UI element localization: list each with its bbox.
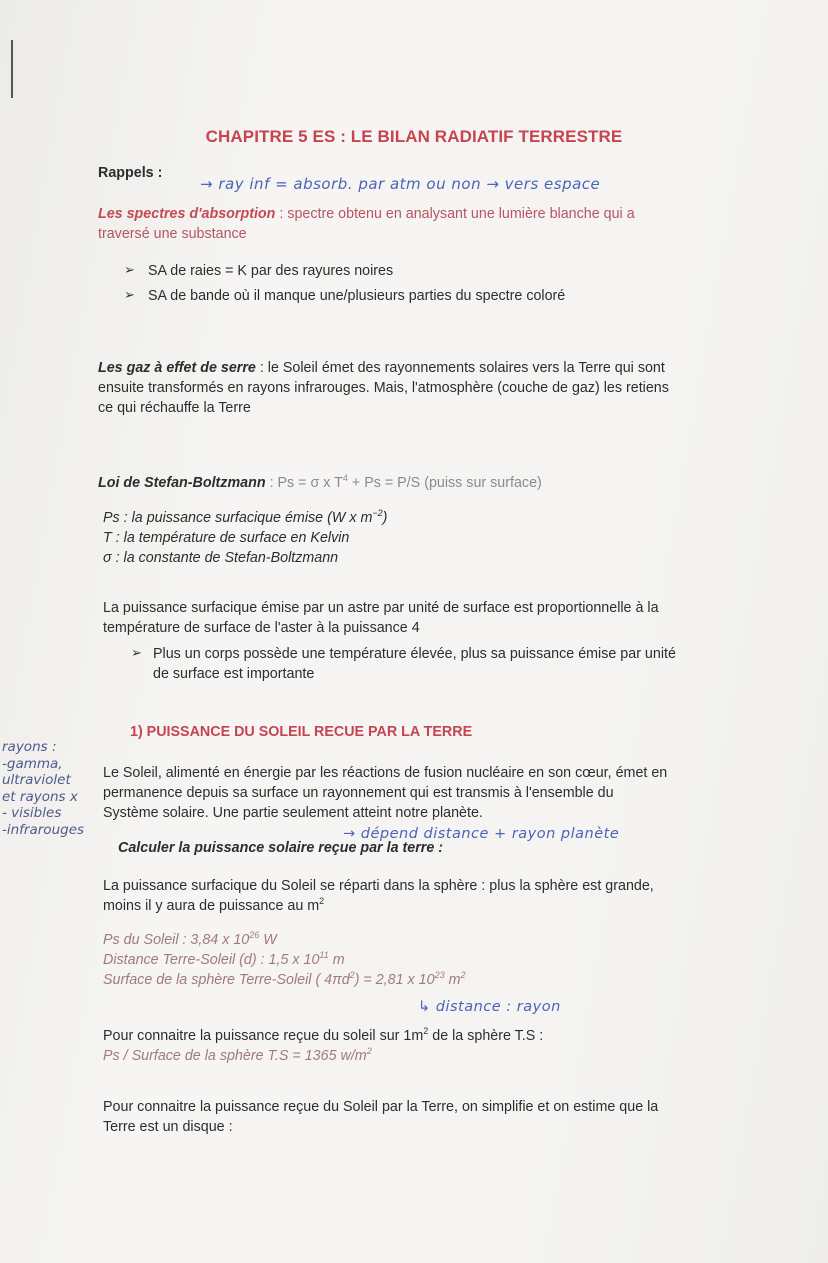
stefan-def1-exp: −2 [372,508,383,519]
ps-soleil-exp: 26 [249,930,260,941]
calc-handnote: → dépend distance + rayon planète [343,826,620,842]
pour1-line [103,1026,543,1046]
stefan-formula-exp: 4 [342,473,348,484]
stefan-def1-end: ) [382,510,388,526]
stefan-formula-suffix: + Ps = P/S (puiss sur surface) [347,475,542,491]
stefan-formula-prefix: : Ps = σ x T [265,475,343,491]
surface-exp2: 23 [434,970,445,981]
rappels-handnote: → ray inf = absorb. par atm ou non → vers espace [200,175,601,193]
data-values [103,930,466,990]
soleil-line1: Le Soleil, alimenté en énergie par les réactions de fusion nucléaire en son cœur, émet en [103,765,668,781]
section-heading: 1) PUISSANCE DU SOLEIL RECUE PAR LA TERRE [130,724,473,740]
distance-handnote: ↳ distance : rayon [418,999,561,1015]
margin-note: ultraviolet [2,772,71,788]
pour1-a: Pour connaitre la puissance reçue du soleil sur 1m [103,1028,424,1044]
distance-ts: Distance Terre-Soleil (d) : 1,5 x 10 [103,952,320,968]
surface-a: Surface de la sphère Terre-Soleil ( 4πd [103,972,350,988]
gaz-line1: : le Soleil émet des rayonnements solaires vers la Terre qui sont [255,360,665,376]
spectres-def-line2: traversé une substance [98,226,247,242]
ps-soleil: Ps du Soleil : 3,84 x 10 [103,932,250,948]
margin-notes [2,739,102,838]
stefan-definitions [103,508,387,568]
surface-exp3: 2 [460,970,466,981]
gaz-term: Les gaz à effet de serre [98,360,256,376]
stefan-bullet-line2: de surface est importante [153,666,315,682]
stefan-para-line2: température de surface de l'aster à la puissance 4 [103,620,420,636]
calc-heading: Calculer la puissance solaire reçue par la terre : [118,840,444,856]
surface-b: ) = 2,81 x 10 [354,972,435,988]
ps-ratio-line [103,1046,372,1066]
stefan-bullet [153,644,676,684]
stefan-paragraph [103,598,659,638]
stefan-def3: σ : la constante de Stefan-Boltzmann [103,550,339,566]
sphere-paragraph [103,876,654,916]
sphere-line1: La puissance surfacique du Soleil se réparti dans la sphère : plus la sphère est grande, [103,878,654,894]
margin-note: -gamma, [2,755,63,772]
soleil-line3: Système solaire. Une partie seulement atteint notre planète. [103,805,483,821]
stefan-law [98,473,542,493]
sphere-line2: moins il y aura de puissance au m [103,898,320,914]
sphere-exp: 2 [319,896,325,907]
arrow-bullet-icon: ➢ [131,645,142,660]
soleil-paragraph [103,763,667,823]
soleil-line2: permanence depuis sa surface un rayonnement qui est transmis à l'ensemble du [103,785,614,801]
gaz-line3: ce qui réchauffe la Terre [98,400,251,416]
pour2-line1: Pour connaitre la puissance reçue du Soleil par la Terre, on simplifie et on estime que la [103,1099,659,1115]
surface-unit: m [444,972,461,988]
arrow-bullet-icon: ➢ [124,262,135,277]
gaz-line2: ensuite transformés en rayons infrarouges. Mais, l'atmosphère (couche de gaz) les retiens [98,380,669,396]
margin-note: et rayons x [2,788,78,805]
stefan-para-line1: La puissance surfacique émise par un astre par unité de surface est proportionnelle à la [103,600,659,616]
pen-mark [11,40,13,98]
pour1-b: de la sphère T.S : [428,1028,544,1044]
distance-unit: m [328,952,345,968]
surface-exp1: 2 [349,970,355,981]
spectres-bullet-2: SA de bande où il manque une/plusieurs parties du spectre coloré [148,288,566,304]
pour2-line2: Terre est un disque : [103,1119,233,1135]
stefan-def1: Ps : la puissance surfacique émise (W x m [103,510,373,526]
ps-ratio-exp: 2 [366,1046,372,1057]
page-title: CHAPITRE 5 ES : LE BILAN RADIATIF TERRESTRE [205,127,623,146]
ps-soleil-unit: W [259,932,277,948]
ps-ratio: Ps / Surface de la sphère T.S = 1365 w/m [103,1048,367,1064]
stefan-def2: T : la température de surface en Kelvin [103,530,350,546]
spectres-bullet-1: SA de raies = K par des rayures noires [148,263,394,279]
spectres-term: Les spectres d'absorption [98,206,276,222]
distance-exp: 11 [319,950,329,961]
margin-note: rayons : [2,739,57,755]
stefan-term: Loi de Stefan-Boltzmann [98,475,266,491]
pour1-exp: 2 [423,1026,429,1037]
rappels-label: Rappels : [98,165,163,181]
stefan-formula [266,475,542,491]
margin-note: -infrarouges [2,821,85,838]
margin-note: - visibles [2,805,62,821]
spectres-definition [98,204,635,244]
stefan-bullet-line1: Plus un corps possède une température élevée, plus sa puissance émise par unité [153,646,676,662]
gaz-paragraph [98,358,669,418]
spectres-def-line1: : spectre obtenu en analysant une lumière blanche qui a [275,206,635,222]
pour2-paragraph [103,1097,658,1137]
arrow-bullet-icon: ➢ [124,287,135,302]
